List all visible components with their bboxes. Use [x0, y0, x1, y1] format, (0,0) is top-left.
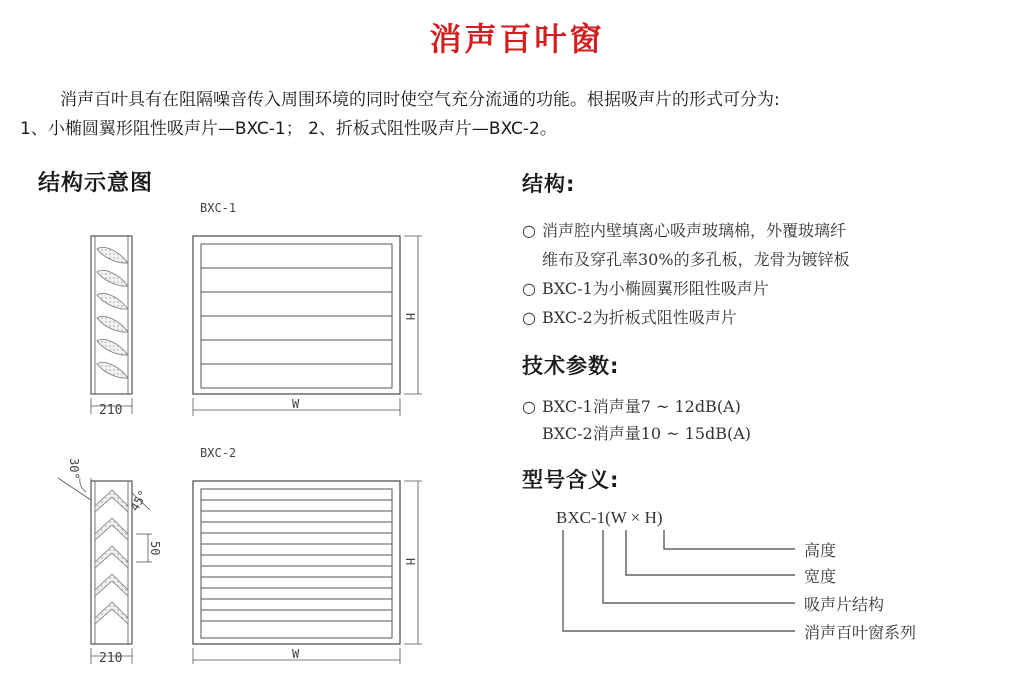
bxc1-width-dim: W [292, 397, 300, 411]
page-title: 消声百叶窗 [429, 20, 605, 58]
structure-item: ○ 消声腔内壁填离心吸声玻璃棉，外覆玻璃纤 [522, 216, 850, 245]
legend-blade-structure: 吸声片结构 [804, 595, 885, 614]
legend-width: 宽度 [804, 567, 837, 586]
bxc2-width-dim: W [292, 647, 300, 661]
model-code: BXC-1(W × H) [556, 508, 663, 527]
model-heading: 型号含义: [522, 468, 620, 492]
structure-item-cont: 维布及穿孔率30%的多孔板，龙骨为镀锌板 [542, 250, 850, 269]
tech-item: ○ BXC-1消声量7 ~ 12dB(A) [522, 393, 751, 420]
tech-item: BXC-2消声量10 ~ 15dB(A) [542, 424, 752, 443]
bxc2-angle-30: 30° [67, 458, 81, 480]
bxc2-height-dim: H [403, 558, 417, 566]
bxc1-height-dim: H [403, 313, 417, 321]
legend-series: 消声百叶窗系列 [804, 623, 917, 642]
structure-item: ○ BXC-2为折板式阻性吸声片 [522, 303, 850, 332]
bullet-circle-icon: ○ [522, 221, 536, 240]
structure-item: ○ BXC-1为小椭圆翼形阻性吸声片 [522, 274, 850, 303]
bxc2-angle-45: 45° [127, 487, 151, 514]
structure-heading: 结构: [522, 172, 576, 196]
bullet-circle-icon: ○ [522, 397, 536, 416]
bxc2-label: BXC-2 [200, 446, 237, 460]
diagram-heading: 结构示意图 [38, 171, 154, 196]
legend-height: 高度 [804, 541, 837, 560]
bullet-circle-icon: ○ [522, 279, 536, 298]
bxc1-label: BXC-1 [200, 201, 237, 215]
bxc1-depth-dim: 210 [99, 403, 123, 418]
bxc2-pitch-dim: 50 [148, 541, 162, 556]
intro-line-2: 1、小椭圆翼形阻性吸声片—BXC-1； 2、折板式阻性吸声片—BXC-2。 [20, 119, 557, 139]
bullet-circle-icon: ○ [522, 308, 536, 327]
bxc2-depth-dim: 210 [99, 651, 123, 666]
tech-heading: 技术参数: [522, 354, 620, 378]
intro-line-1: 消声百叶具有在阻隔噪音传入周围环境的同时使空气充分流通的功能。根据吸声片的形式可分为: [60, 90, 780, 110]
